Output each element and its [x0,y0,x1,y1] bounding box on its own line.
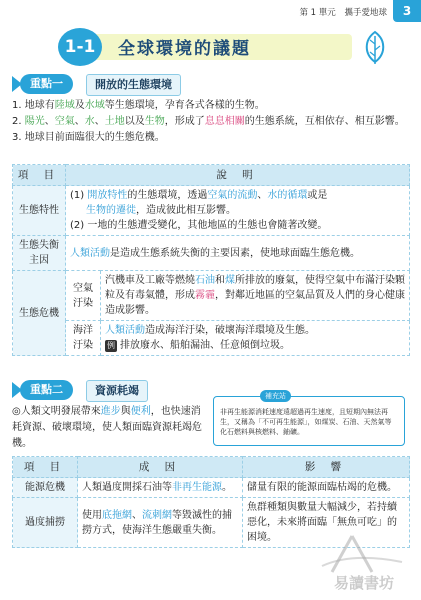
table-header: 說 明 [66,165,410,186]
lesson-title-bar [22,28,402,68]
list-item: 3. 地球目前面臨很大的生態危機。 [12,132,165,143]
section1-title: 開放的生態環境 [86,74,181,96]
table-row [13,478,410,498]
section2-header [12,380,222,400]
table-row [13,271,410,321]
section1-list [12,98,410,146]
section2-intro: ◎人類文明發展帶來進步與便利，也快速消耗資源、破壞環境，使人類面臨資源耗竭危機。 [12,406,202,449]
row-sublabel: 空氣汙染 [66,271,101,321]
row-label: 能源危機 [13,478,78,498]
table-row [13,321,410,356]
page-header [0,0,421,24]
row-content: 汽機車及工廠等燃燒石油和煤所排放的廢氣，使得空氣中布滿汙染顆粒及有毒氣體，形成霧霾，對鄰近地區的空氣品質及人們的身心健康造成影響。 [101,271,410,321]
table-row [13,186,410,236]
table-header-row [13,165,410,186]
list-item: 2. 陽光、空氣、水、土地以及生物，形成了息息相關的生態系統，互相依存、相互影響。 [12,116,405,127]
table-row [13,236,410,271]
section1-tag: 重點一 [20,74,73,94]
leaf-icon [362,30,388,66]
section1-header [12,74,222,94]
note-text: 非再生能源消耗速度遠超過再生速度，且短期內無法再生，又稱為「不可再生能源」，如煤炭、石油、天然氣等化石燃料與核燃料、鈾礦。 [220,408,392,436]
section2-tag: 重點二 [20,380,73,400]
supplement-note [213,392,405,446]
row-label: 生態失衡主因 [13,236,66,271]
row-effect: 魚群種類與數量大幅減少，若持續惡化，未來將面臨「無魚可吃」的困境。 [243,498,410,548]
table-header: 項 目 [13,457,78,478]
header-text [299,6,387,18]
row-sublabel: 海洋汙染 [66,321,101,356]
row-content: 人類活動是造成生態系統失衡的主要因素，使地球面臨生態危機。 [66,236,410,271]
list-item: 1. 地球有陸域及水域等生態環境，孕育各式各樣的生物。 [12,100,265,111]
watermark-text: 易讀書坊 [334,574,395,592]
unit-label: 第 1 單元 [299,8,336,18]
ecology-table [12,164,410,356]
note-tag: 補充站 [260,390,291,402]
row-content: (1) 開放特性的生態環境，透過空氣的流動、水的循環或是 生物的遷徙，造成彼此相互影響。 (2) 一地的生態遭受變化，其他地區的生態也會隨著改變。 [66,186,410,236]
example-badge: 例 [107,341,115,350]
table-header-row [13,457,410,478]
row-cause: 人類過度開採石油等非再生能源。 [78,478,243,498]
table-header: 項 目 [13,165,66,186]
lesson-title: 全球環境的議題 [118,39,251,59]
row-label: 生態特性 [13,186,66,236]
section2-title: 資源耗竭 [86,380,148,402]
row-cause: 使用底拖網、流刺網等毀滅性的捕撈方式，使海洋生態嚴重失衡。 [78,498,243,548]
table-header: 影 響 [243,457,410,478]
row-effect: 儲量有限的能源面臨枯竭的危機。 [243,478,410,498]
lesson-badge: 1-1 [58,28,102,66]
page-number: 3 [393,0,421,22]
row-label: 過度捕撈 [13,498,78,548]
table-header: 成 因 [78,457,243,478]
row-content: 人類活動造成海洋汙染，破壞海洋環境及生態。 例 排放廢水、船舶漏油、任意傾倒垃圾。 [101,321,410,356]
unit-title: 攜手愛地球 [344,8,387,18]
row-label: 生態危機 [13,271,66,356]
